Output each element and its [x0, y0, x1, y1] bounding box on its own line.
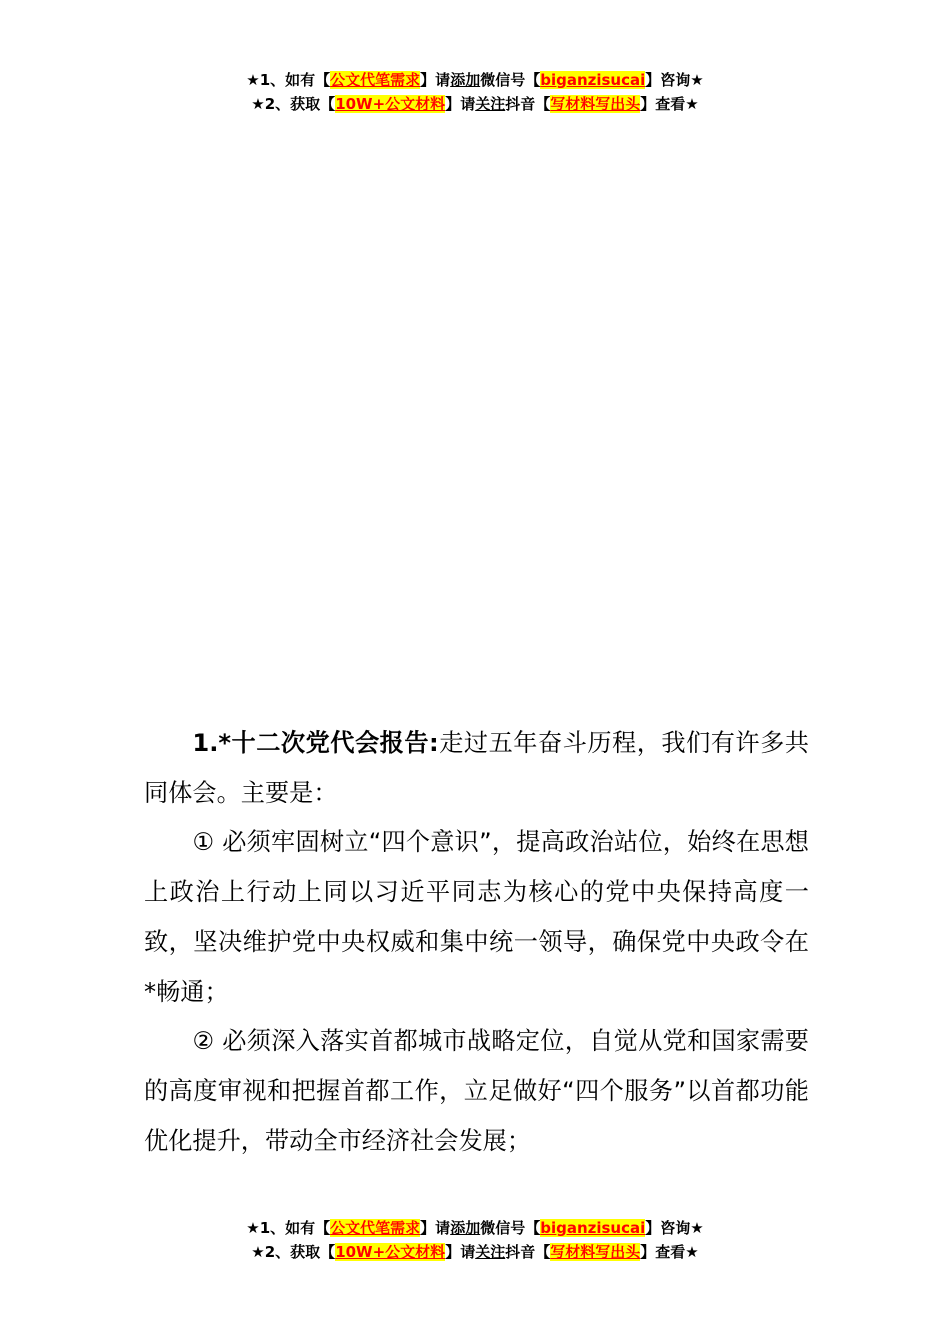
banner-underlined: 添加	[450, 71, 481, 89]
banner-text: 】请	[420, 71, 451, 89]
banner-highlight: 10W+公文材料	[335, 1243, 446, 1261]
banner-underlined: 关注	[475, 95, 506, 113]
header-banner-line-1	[0, 68, 950, 92]
banner-highlight: 10W+公文材料	[335, 95, 446, 113]
footer-banner-line-2	[0, 1240, 950, 1264]
banner-douyin-id: 写材料写出头	[550, 95, 641, 113]
banner-highlight: 公文代笔需求	[330, 71, 421, 89]
banner-text: 】请	[420, 1219, 451, 1237]
footer-banner-line-1	[0, 1216, 950, 1240]
banner-text: 】查看★	[640, 95, 699, 113]
banner-douyin-id: 写材料写出头	[550, 1243, 641, 1261]
document-body	[144, 719, 809, 1166]
header-banner-line-2	[0, 92, 950, 116]
paragraph-1	[144, 719, 809, 818]
paragraph-3: ② 必须深入落实首都城市战略定位，自觉从党和国家需要的高度审视和把握首都工作，立足做好“四个服务”以首都功能优化提升，带动全市经济社会发展；	[144, 1027, 809, 1155]
banner-text: ★2、获取【	[251, 95, 336, 113]
banner-text: 微信号【	[480, 71, 541, 89]
banner-underlined: 关注	[475, 1243, 506, 1261]
banner-text: 微信号【	[480, 1219, 541, 1237]
banner-underlined: 添加	[450, 1219, 481, 1237]
banner-text: ★1、如有【	[246, 71, 331, 89]
banner-text: 】请	[445, 1243, 476, 1261]
banner-wechat-id: biganzisucai	[540, 1219, 646, 1237]
banner-text: 】请	[445, 95, 476, 113]
banner-text: 】咨询★	[645, 71, 704, 89]
banner-text: 】咨询★	[645, 1219, 704, 1237]
banner-text: 抖音【	[505, 95, 551, 113]
banner-wechat-id: biganzisucai	[540, 71, 646, 89]
paragraph-2: ① 必须牢固树立“四个意识”，提高政治站位，始终在思想上政治上行动上同以习近平同志为核心的党中央保持高度一致，坚决维护党中央权威和集中统一领导，确保党中央政令在*畅通；	[144, 828, 809, 1006]
footer-banner	[0, 1216, 950, 1264]
header-banner	[0, 68, 950, 116]
banner-highlight: 公文代笔需求	[330, 1219, 421, 1237]
banner-text: ★1、如有【	[246, 1219, 331, 1237]
banner-text: ★2、获取【	[251, 1243, 336, 1261]
banner-text: 】查看★	[640, 1243, 699, 1261]
banner-text: 抖音【	[505, 1243, 551, 1261]
paragraph-heading: 1.*十二次党代会报告:	[192, 729, 439, 757]
paragraph-text: 走过五年奋斗历程，我们有许多共同体会。主要是：	[144, 729, 809, 807]
